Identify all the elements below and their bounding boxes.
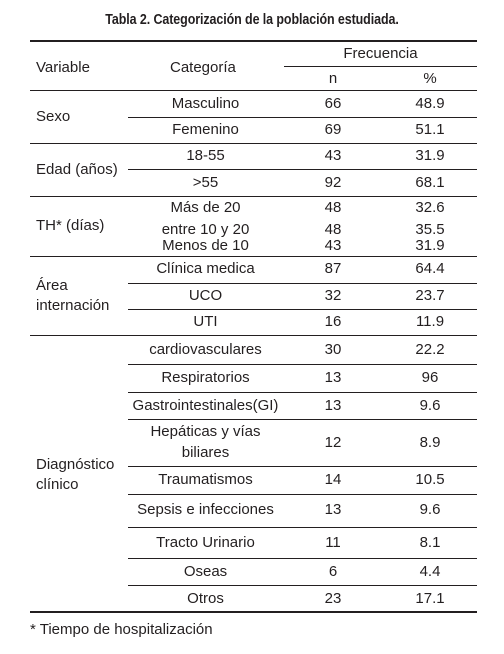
table-row-n: 32 <box>324 287 342 304</box>
variable-th: TH* (días) <box>36 217 105 234</box>
variable-diagnostico-line1: Diagnóstico <box>36 456 115 473</box>
group-divider <box>30 143 477 144</box>
table-row-pct: 9.6 <box>419 501 441 518</box>
row-divider <box>128 558 477 559</box>
table-row-categoria: Tracto Urinario <box>156 534 255 551</box>
table-row-pct: 10.5 <box>415 471 445 488</box>
table-row-n: 12 <box>324 434 342 451</box>
row-divider <box>128 364 477 365</box>
row-divider <box>128 392 477 393</box>
table-row-n: 43 <box>324 147 342 164</box>
row-divider <box>128 309 477 310</box>
table-row-n: 48 <box>324 221 342 238</box>
table-top-rule <box>30 40 477 42</box>
table-row-categoria: Respiratorios <box>161 369 250 386</box>
table-row-n: 69 <box>324 121 342 138</box>
table-row-categoria: Más de 20 <box>170 199 241 216</box>
table-row-n: 66 <box>324 95 342 112</box>
table-row-n: 13 <box>324 501 342 518</box>
table-row-pct: 96 <box>421 369 439 386</box>
table-row-categoria: Clínica medica <box>156 260 255 277</box>
table-row-categoria-line2: biliares <box>181 444 230 461</box>
header-bottom-rule <box>30 90 477 91</box>
table-row-n: 13 <box>324 397 342 414</box>
table-row-pct: 48.9 <box>415 95 445 112</box>
table-row-categoria: Hepáticas y vías <box>150 423 261 440</box>
table-row-pct: 23.7 <box>415 287 445 304</box>
row-divider <box>128 169 477 170</box>
table-row-pct: 31.9 <box>415 237 445 254</box>
group-divider <box>30 335 477 336</box>
table-row-n: 87 <box>324 260 342 277</box>
header-variable: Variable <box>36 59 90 76</box>
header-categoria: Categoría <box>170 59 236 76</box>
table-row-categoria: Menos de 10 <box>162 237 249 254</box>
table-row-categoria: Gastrointestinales(GI) <box>132 397 279 414</box>
table-row-n: 92 <box>324 174 342 191</box>
table-row-pct: 11.9 <box>415 313 445 330</box>
table-row-n: 43 <box>324 237 342 254</box>
row-divider <box>128 527 477 528</box>
table-row-categoria: UCO <box>188 287 223 304</box>
variable-diagnostico-line2: clínico <box>36 476 79 493</box>
table-row-n: 16 <box>324 313 342 330</box>
table-row-categoria: UTI <box>193 313 218 330</box>
table-row-n: 6 <box>328 563 338 580</box>
row-divider <box>128 585 477 586</box>
table-row-pct: 51.1 <box>415 121 445 138</box>
table-row-categoria: Oseas <box>183 563 228 580</box>
table-row-pct: 35.5 <box>415 221 445 238</box>
header-pct: % <box>423 70 437 87</box>
row-divider <box>128 419 477 420</box>
table-title: Tabla 2. Categorización de la población estudiada. <box>105 12 399 28</box>
variable-area-line2: internación <box>36 297 110 314</box>
frecuencia-underline <box>284 66 477 67</box>
table-row-pct: 8.9 <box>419 434 441 451</box>
variable-edad: Edad (años) <box>36 161 118 178</box>
table-row-n: 13 <box>324 369 342 386</box>
row-divider <box>128 283 477 284</box>
table-row-pct: 4.4 <box>419 563 441 580</box>
variable-sexo: Sexo <box>36 108 71 125</box>
table-row-pct: 22.2 <box>415 341 445 358</box>
table-row-categoria: 18-55 <box>186 147 225 164</box>
table-row-pct: 9.6 <box>419 397 441 414</box>
table-row-n: 48 <box>324 199 342 216</box>
table-row-categoria: Otros <box>187 590 224 607</box>
table-row-categoria: entre 10 y 20 <box>161 221 250 238</box>
table-row-pct: 68.1 <box>415 174 445 191</box>
table-row-categoria: >55 <box>192 174 219 191</box>
header-n: n <box>328 70 338 87</box>
table-row-pct: 32.6 <box>415 199 445 216</box>
table-row-pct: 8.1 <box>419 534 441 551</box>
table-row-n: 11 <box>325 534 341 551</box>
group-divider <box>30 196 477 197</box>
table-footnote: * Tiempo de hospitalización <box>30 621 213 638</box>
table-row-pct: 31.9 <box>415 147 445 164</box>
table-row-categoria: cardiovasculares <box>149 341 262 358</box>
table-bottom-rule <box>30 611 477 613</box>
row-divider <box>128 494 477 495</box>
row-divider <box>128 466 477 467</box>
table-row-n: 23 <box>324 590 342 607</box>
table-row-pct: 17.1 <box>415 590 445 607</box>
header-frecuencia: Frecuencia <box>343 45 418 62</box>
row-divider <box>128 117 477 118</box>
table-row-pct: 64.4 <box>415 260 445 277</box>
variable-area-line1: Área <box>36 277 68 294</box>
table-row-n: 30 <box>324 341 342 358</box>
table-row-categoria: Traumatismos <box>158 471 253 488</box>
table-row-categoria: Sepsis e infecciones <box>137 501 274 518</box>
group-divider <box>30 256 477 257</box>
table-row-categoria: Femenino <box>172 121 239 138</box>
table-row-n: 14 <box>324 471 342 488</box>
table-row-categoria: Masculino <box>171 95 240 112</box>
